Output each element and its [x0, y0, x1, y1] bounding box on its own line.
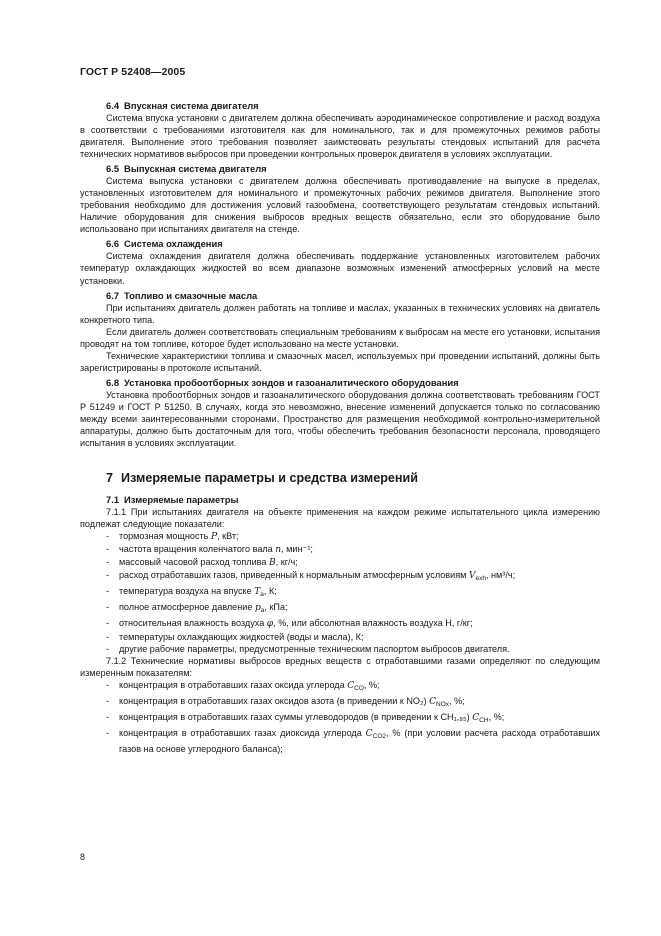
symbol-subscript: CH	[479, 716, 489, 724]
paragraph: При испытаниях двигатель должен работать на топливе и маслах, указанных в технических условиях на двигатель конкретного типа.	[80, 302, 600, 325]
paragraph-7-1-2: 7.1.2 Технические нормативы выбросов вредных веществ с отработавшими газами определяют по следующим измеренным показателям:	[80, 655, 600, 678]
list-item: - тормозная мощность P, кВт;	[106, 531, 239, 543]
section-heading-6-7: 6.7 Топливо и смазочные масла	[106, 289, 258, 301]
document-body	[80, 97, 600, 755]
section-heading-6-6: 6.6 Система охлаждения	[106, 238, 223, 250]
section-heading-7: 7 Измеряемые параметры и средства измерений	[106, 471, 419, 486]
document-header: ГОСТ Р 52408—2005	[80, 66, 186, 78]
bullet-dash: -	[106, 570, 110, 581]
page-number: 8	[80, 852, 86, 862]
list-item: - другие рабочие параметры, предусмотренные техническим паспортом выбросов двигателя.	[106, 643, 510, 654]
bullet-dash: -	[106, 679, 110, 690]
symbol: C	[365, 728, 373, 739]
symbol: p	[254, 603, 261, 614]
symbol-subscript: exh	[475, 575, 486, 583]
measured-parameters-list	[80, 530, 600, 654]
symbol-subscript: NOx	[436, 700, 450, 708]
list-item: - частота вращения коленчатого вала n, мин⁻¹;	[106, 544, 313, 556]
bullet-dash: -	[106, 643, 110, 654]
paragraph: Система охлаждения двигателя должна обеспечивать поддержание установленных изготовителем рабочих температур охлаждающих жидкостей во всем диапазоне возможных изменений атмосферных условий на месте установки.	[80, 251, 600, 286]
symbol-subscript: a	[260, 607, 265, 615]
emission-indicators-list	[80, 679, 600, 755]
symbol: T	[254, 587, 261, 598]
list-item: - концентрация в отработавших газах суммы углеводородов (в приведении к CH₁,₈₅) $C_{CH}$, %;	[106, 711, 505, 724]
symbol: V	[468, 571, 476, 582]
symbol: C	[429, 696, 437, 707]
symbol: P	[210, 532, 218, 543]
section-heading-6-4: 6.4 Впускная система двигателя	[106, 100, 259, 111]
list-item: - температура воздуха на впуске $T_a$, К;	[106, 586, 277, 599]
bullet-dash: -	[106, 711, 110, 722]
list-item: - концентрация в отработавших газах диоксида углерода $C_{CO2}$, % (при условии расчета расхода отработавших газов на основе углеродного баланса);	[106, 727, 600, 754]
paragraph: Система выпуска установки с двигателем должна обеспечивать противодавление на выпуске в пределах, установленных изготовителем для номинального и промежуточных рабочих режимов двигателя. Выполнение этого требования необходимо для достижения условий газообмена, соответствующего результатам стендовых испытаний. Наличие оборудования для снижения выбросов вредных веществ обязательно, если это оборудование было использовано при испытаниях двигателя на стенде.	[80, 176, 600, 235]
symbol-subscript: a	[260, 591, 264, 599]
list-item: - полное атмосферное давление $p_a$, кПа;	[106, 602, 288, 615]
bullet-dash: -	[106, 544, 110, 555]
list-item: - концентрация в отработавших газах оксидов азота (в приведении к NO₂) $C_{NOx}$, %;	[106, 695, 465, 708]
paragraph: Установка пробоотборных зондов и газоаналитического оборудования должна соответствовать требованиям ГОСТ Р 51249 и ГОСТ Р 51250. В случаях, когда это невозможно, внесение изменений допускается только по согласованию между всеми заинтересованными сторонами. Пространство для размещения необходимой контрольно-измерительной аппаратуры, должно быть достаточным для того, чтобы обеспечить требования безопасности персонала, проводящего испытания в условиях эксплуатации.	[80, 389, 600, 449]
list-item: - расход отработавших газов, приведенный к нормальным атмосферным условиям $V_{exh}$, нм³/ч;	[106, 570, 516, 583]
bullet-dash: -	[106, 586, 110, 597]
bullet-dash: -	[106, 631, 110, 642]
list-item: - температуры охлаждающих жидкостей (воды и масла), К;	[106, 631, 364, 642]
symbol: B	[268, 558, 276, 569]
bullet-dash: -	[106, 618, 110, 629]
symbol-subscript: CO2	[372, 732, 387, 740]
bullet-dash: -	[106, 695, 110, 706]
bullet-dash: -	[106, 557, 110, 568]
paragraph-7-1-1: 7.1.1 При испытаниях двигателя на объекте применения на каждом режиме испытательного цикла измерению подлежат следующие показатели:	[80, 507, 600, 530]
symbol: C	[472, 712, 480, 723]
list-item: - массовый часовой расход топлива B, кг/ч;	[106, 557, 298, 569]
bullet-dash: -	[106, 602, 110, 613]
section-heading-6-5: 6.5 Выпускная система двигателя	[106, 163, 267, 175]
symbol: n	[275, 545, 282, 556]
section-heading-7-1: 7.1 Измеряемые параметры	[106, 494, 239, 506]
paragraph: Система впуска установки с двигателем должна обеспечивать аэродинамическое сопротивление и расход воздуха в соответствии с требованиями изготовителя как для номинального, так и для промежуточных режимов работы двигателя. Выполнение этого требования позволяет заимствовать результаты стендовых испытаний для расчета технических нормативов выбросов при проведении контрольных проверок двигателя в условиях эксплуатации.	[80, 113, 600, 160]
symbol: C	[347, 680, 355, 691]
paragraph: Если двигатель должен соответствовать специальным требованиям к выбросам на месте его установки, испытания проводят на том топливе, которое будет использовано на месте установки.	[80, 326, 600, 349]
paragraph: Технические характеристики топлива и смазочных масел, используемых при проведении испытаний, должны быть зарегистрированы в протоколе испытаний.	[80, 350, 600, 373]
bullet-dash: -	[106, 531, 110, 542]
symbol-subscript: CO	[354, 684, 364, 692]
section-heading-6-8: 6.8 Установка пробоотборных зондов и газоаналитического оборудования	[106, 376, 459, 388]
bullet-dash: -	[106, 727, 110, 738]
list-item: - концентрация в отработавших газах оксида углерода $C_{CO}$, %;	[106, 679, 380, 692]
symbol: φ	[266, 619, 274, 630]
list-item: - относительная влажность воздуха φ, %, или абсолютная влажность воздуха H, г/кг;	[106, 618, 473, 630]
